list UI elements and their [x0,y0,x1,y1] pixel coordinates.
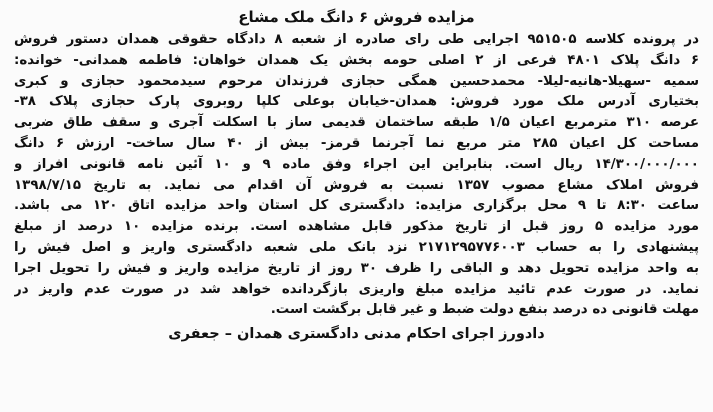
notice-line: مورد مزایده ۵ روز قبل از تاریخ مذکور قابل مشاهده است. برنده مزایده ۱۰ درصد از مبلغ [14,219,699,235]
notice-line: سمیه -سهیلا-هانیه-لیلا- محمدحسین همگی حجازی فرزندان مرحوم سیدمحمود حجازی و کبری [14,73,699,89]
notice-line: بختیاری آدرس ملک مورد فروش: همدان-خیابان بوعلی کلپا روبروی پارک حجازی پلاک ۳۸- [14,94,699,110]
notice-title: مزایده فروش ۶ دانگ ملک مشاع [238,8,475,26]
notice-line: به واحد مزایده تحویل دهد و الباقی را ظرف ۳۰ روز از تاریخ مزایده واریز و فیش را تحویل اجرا [14,260,699,276]
notice-line: پیشنهادی را به حساب ۲۱۷۱۲۹۵۷۷۶۰۰۳ نزد بانک ملی شعبه دادگستری واریز و اصل فیش را [14,239,699,255]
notice-line: عرصه ۳۱۰ مترمربع اعیان ۱/۵ طبقه ساختمان قدیمی ساز با اسکلت آجری و سقف طاق ضربی [14,115,699,131]
notice-line: فروش املاک مشاع مصوب ۱۳۵۷ نسبت به فروش آن اقدام می نماید. به تاریخ ۱۳۹۸/۷/۱۵ [14,177,699,193]
notice-body [14,30,699,321]
notice-signature: دادورز اجرای احکام مدنی دادگستری همدان – جعفری [168,326,545,343]
notice-line: ۶ دانگ پلاک ۴۸۰۱ فرعی از ۲ اصلی حومه بخش یک همدان خواهان: فاطمه همدانی- خوانده: [14,52,699,68]
notice-line: در پرونده کلاسه ۹۵۱۵۰۵ اجرایی طی رای صادره از شعبه ۸ دادگاه حقوقی همدان دستور فروش [14,32,699,47]
notice-line: ساعت ۸:۳۰ تا ۹ محل برگزاری مزایده: دادگستری کل استان واحد مزایده اتاق ۱۲۰ می باشد. [14,198,699,214]
notice-line: مهلت قانونی ده درصد بنفع دولت ضبط و غیر قابل برگشت است. [270,302,699,318]
notice-line: نماید. در صورت عدم تائید مزایده مبلغ واریزی بازگردانده خواهد شد در صورت عدم واریز در [14,281,699,297]
notice-line: ۱۴/۳۰۰/۰۰۰/۰۰۰ ریال است. بنابراین این اجراء وفق ماده ۹ و ۱۰ آئین نامه قانونی افراز و [14,156,699,172]
notice-line: مساحت کل اعیان ۲۸۵ متر مربع نما آجرنما قرمز- بیش از ۴۰ سال ساخت- ارزش ۶ دانگ [14,135,699,151]
